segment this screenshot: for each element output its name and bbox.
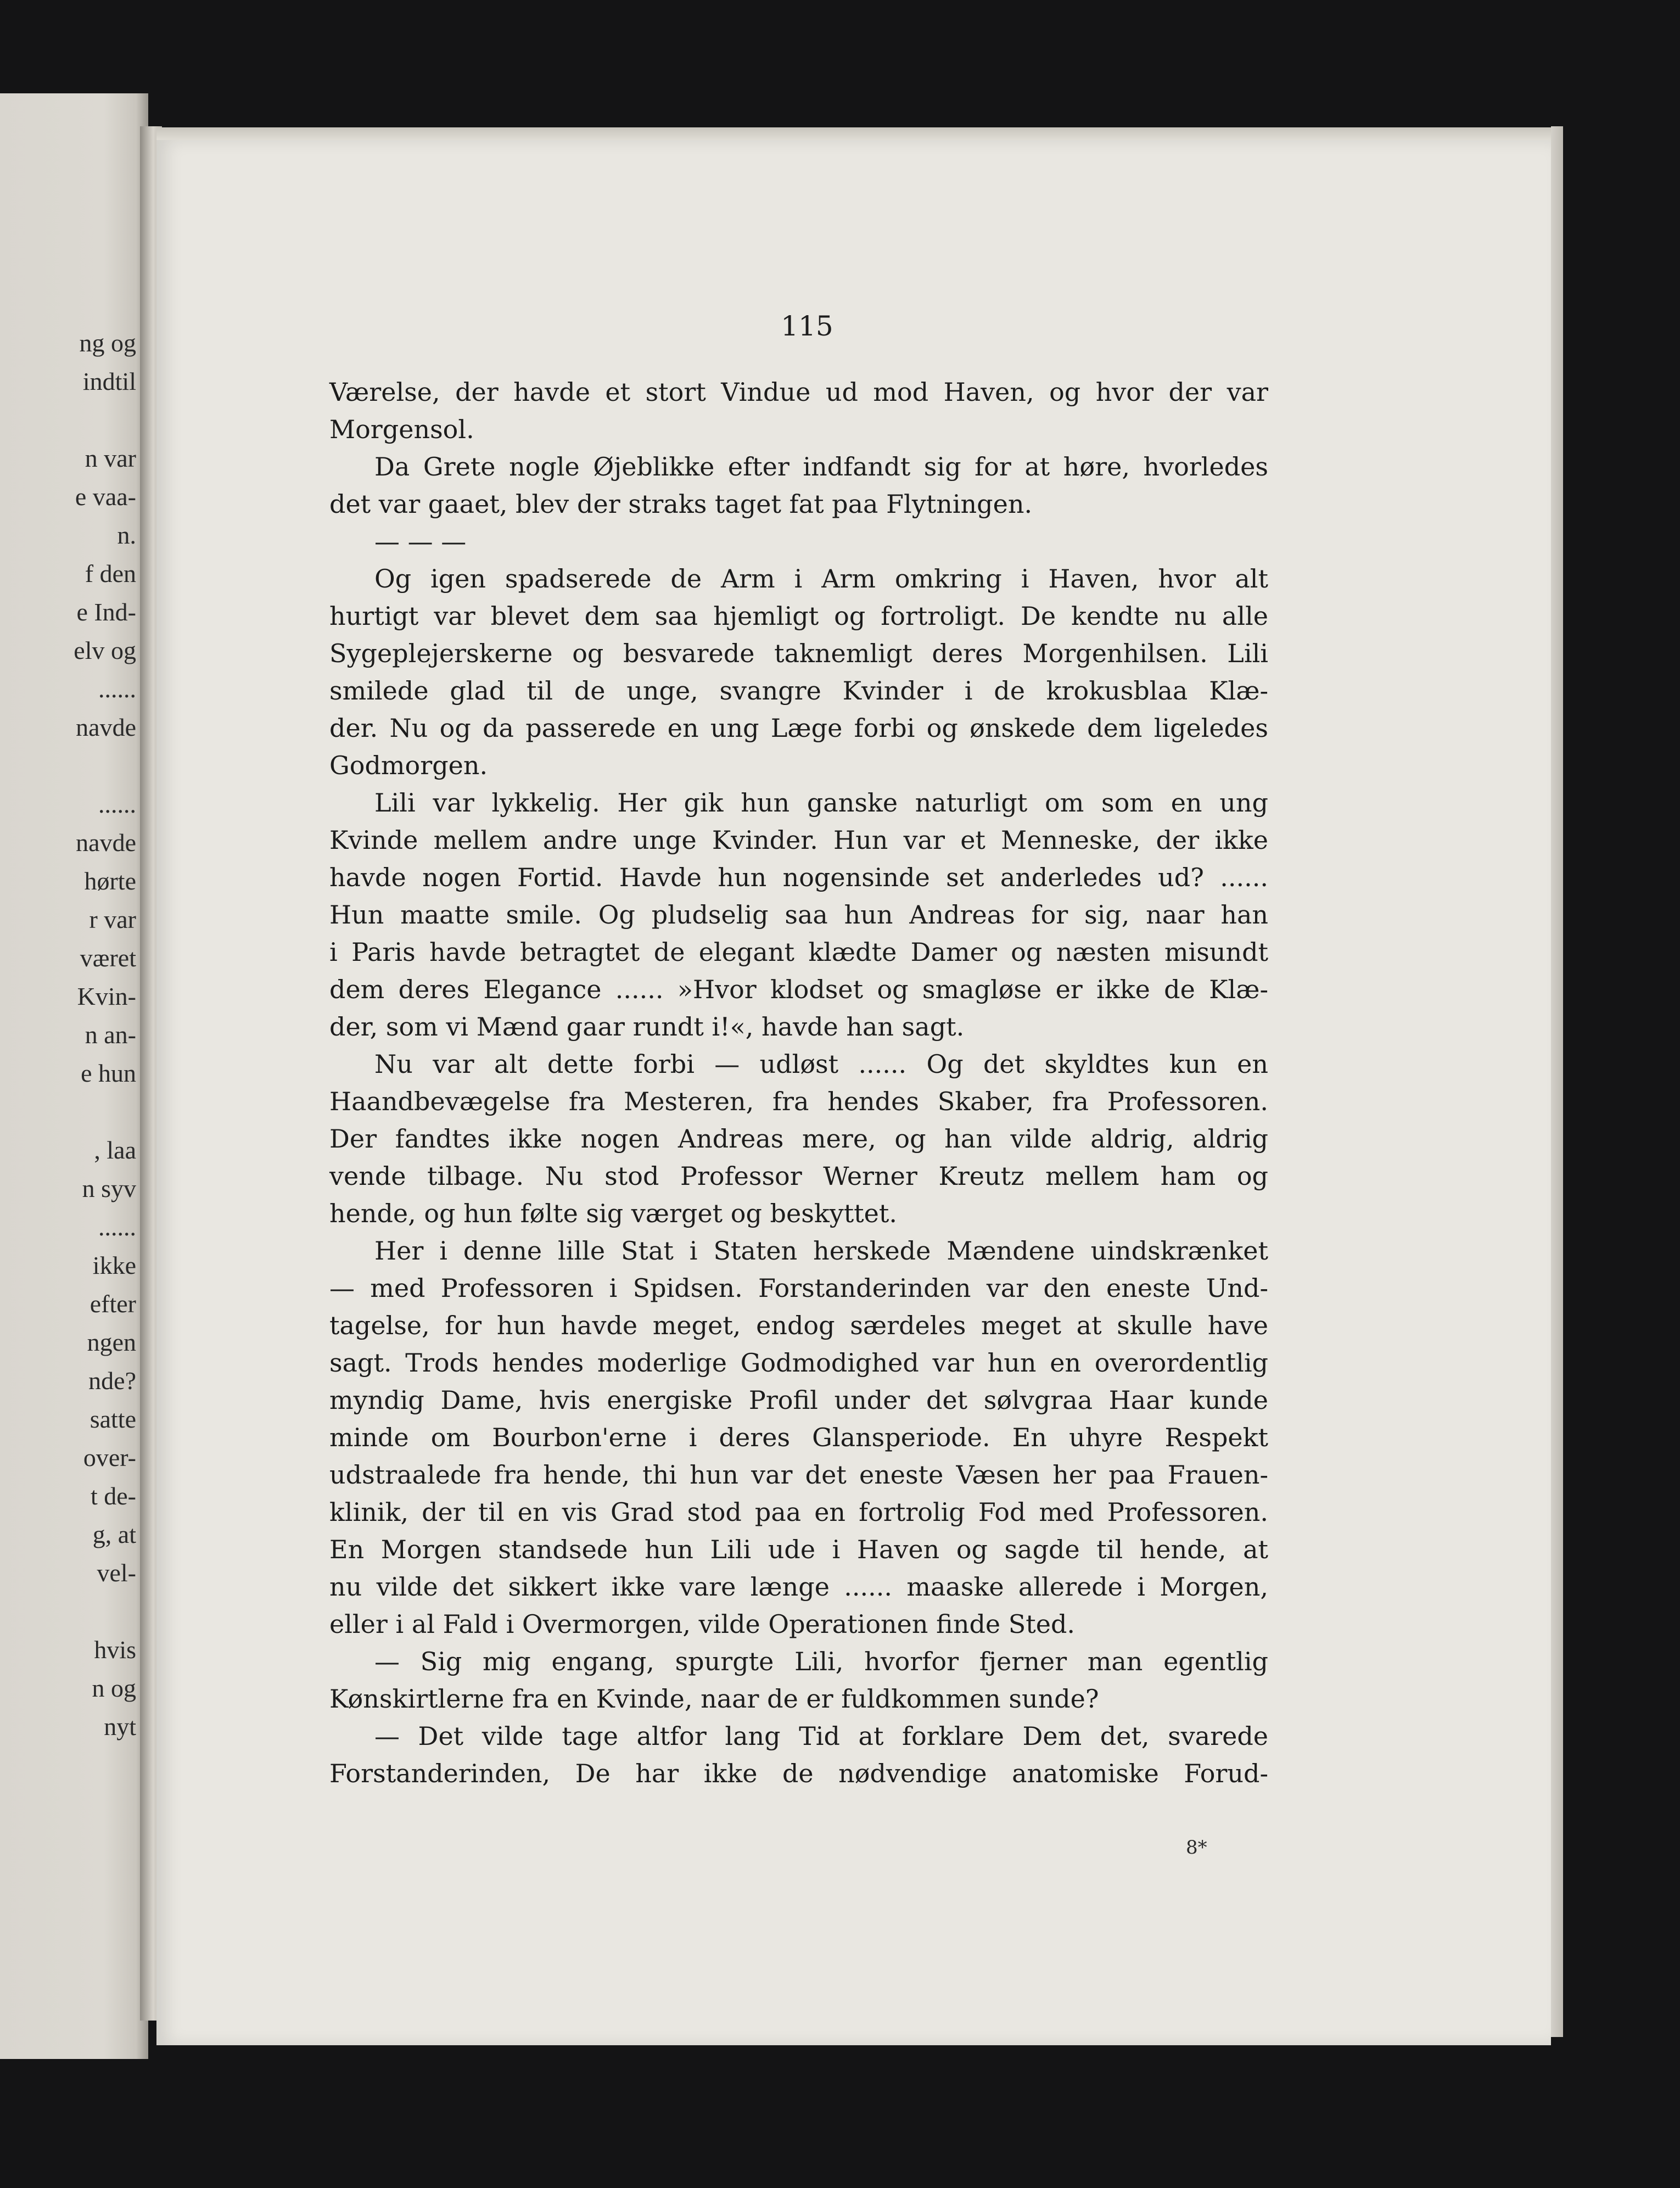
previous-page-line: efter <box>89 1290 136 1318</box>
previous-page-line: t de- <box>90 1482 136 1510</box>
text-line: smilede glad til de unge, svangre Kvinder i de krokusblaa Klæ- <box>329 676 1268 706</box>
text-line: myndig Dame, hvis energiske Profil under det sølvgraa Haar kunde <box>329 1385 1268 1415</box>
previous-page-line: g, at <box>92 1520 136 1548</box>
previous-page-line: ...... <box>98 675 136 703</box>
text-line: sagt. Trods hendes moderlige Godmodighed var hun en overordentlig <box>329 1348 1268 1378</box>
previous-page-line: e vaa- <box>75 483 136 511</box>
printer-signature-mark: 8* <box>1186 1837 1207 1859</box>
text-line: Og igen spadserede de Arm i Arm omkring i Haven, hvor alt <box>374 564 1268 594</box>
previous-page-line: , laa <box>94 1136 136 1164</box>
text-line: dem deres Elegance ...... »Hvor klodset og smagløse er ikke de Klæ- <box>329 975 1268 1004</box>
page-fore-edge <box>1551 126 1563 2037</box>
text-line: det var gaaet, blev der straks taget fat paa Flytningen. <box>329 489 1033 519</box>
page-number: 115 <box>781 310 833 342</box>
previous-page-line: ...... <box>98 790 136 818</box>
previous-page-line: n syv <box>82 1174 136 1202</box>
text-line: Hun maatte smile. Og pludselig saa hun Andreas for sig, naar han <box>329 900 1268 930</box>
previous-page-line: e hun <box>81 1059 136 1087</box>
text-line: Værelse, der havde et stort Vindue ud mod Haven, og hvor der var <box>329 377 1268 407</box>
text-line: hende, og hun følte sig værget og beskyttet. <box>329 1199 897 1228</box>
previous-page-line: været <box>80 944 136 972</box>
text-line: havde nogen Fortid. Havde hun nogensinde set anderledes ud? ...... <box>329 863 1268 892</box>
text-line: udstraalede fra hende, thi hun var det eneste Væsen her paa Frauen- <box>329 1460 1268 1490</box>
text-line: Godmorgen. <box>329 751 488 780</box>
previous-page-line: satte <box>89 1405 136 1433</box>
text-line: — Det vilde tage altfor lang Tid at forklare Dem det, svarede <box>374 1721 1268 1751</box>
previous-page-line: elv og <box>74 636 136 664</box>
previous-page-line: hørte <box>84 867 136 895</box>
previous-page-line: ng og <box>79 329 136 357</box>
previous-page-line: indtil <box>82 367 136 395</box>
previous-page-line: nyt <box>104 1713 136 1741</box>
text-line: Lili var lykkelig. Her gik hun ganske naturligt om som en ung <box>374 788 1268 818</box>
previous-page-line <box>4 1093 136 1131</box>
previous-page-text-fragments <box>4 324 136 1746</box>
previous-page-line: n an- <box>85 1021 136 1049</box>
previous-page-line: Kvin- <box>77 982 136 1010</box>
text-line: Da Grete nogle Øjeblikke efter indfandt sig for at høre, hvorledes <box>374 452 1268 482</box>
previous-page-line: n og <box>92 1674 136 1702</box>
text-line: Forstanderinden, De har ikke de nødvendige anatomiske Forud- <box>329 1759 1268 1788</box>
text-line: vende tilbage. Nu stod Professor Werner Kreutz mellem ham og <box>329 1161 1268 1191</box>
text-line: Der fandtes ikke nogen Andreas mere, og han vilde aldrig, aldrig <box>329 1124 1268 1154</box>
text-line: tagelse, for hun havde meget, endog særdeles meget at skulle have <box>329 1311 1268 1340</box>
text-line: klinik, der til en vis Grad stod paa en fortrolig Fod med Professoren. <box>329 1497 1268 1527</box>
previous-page-line: r var <box>89 905 136 933</box>
previous-page-line: navde <box>76 713 136 741</box>
previous-page-line: over- <box>83 1443 136 1471</box>
previous-page-line: ikke <box>92 1251 136 1279</box>
text-line: der, som vi Mænd gaar rundt i!«, havde han sagt. <box>329 1012 965 1042</box>
previous-page-line: navde <box>76 829 136 857</box>
previous-page-line: vel- <box>97 1559 136 1587</box>
text-line: eller i al Fald i Overmorgen, vilde Operationen finde Sted. <box>329 1609 1076 1639</box>
text-line: Nu var alt dette forbi — udløst ...... Og det skyldtes kun en <box>374 1049 1268 1079</box>
text-line: hurtigt var blevet dem saa hjemligt og fortroligt. De kendte nu alle <box>329 601 1268 631</box>
text-line: — Sig mig engang, spurgte Lili, hvorfor fjerner man egentlig <box>374 1647 1268 1676</box>
previous-page-line: ngen <box>87 1328 136 1356</box>
previous-page-line <box>4 1592 136 1631</box>
previous-page-line: f den <box>85 559 136 587</box>
previous-page-line: ...... <box>98 1213 136 1241</box>
text-line: Kvinde mellem andre unge Kvinder. Hun var et Menneske, der ikke <box>329 825 1268 855</box>
text-line: minde om Bourbon'erne i deres Glansperiode. En uhyre Respekt <box>329 1423 1268 1452</box>
text-line: En Morgen standsede hun Lili ude i Haven og sagde til hende, at <box>329 1535 1268 1564</box>
previous-page-line: e Ind- <box>76 598 136 626</box>
text-line: Sygeplejerskerne og besvarede taknemligt deres Morgenhilsen. Lili <box>329 639 1268 668</box>
previous-page-line <box>4 747 136 785</box>
text-line: i Paris havde betragtet de elegant klædte Damer og næsten misundt <box>329 937 1268 967</box>
previous-page <box>0 93 148 2059</box>
text-line: — med Professoren i Spidsen. Forstanderinden var den eneste Und- <box>329 1273 1268 1303</box>
text-line: Her i denne lille Stat i Staten herskede Mændene uindskrænket <box>374 1236 1268 1266</box>
previous-page-line: n var <box>85 444 136 472</box>
text-line: nu vilde det sikkert ikke vare længe ...... maaske allerede i Morgen, <box>329 1572 1268 1602</box>
page-body-text <box>329 373 1268 1792</box>
text-line: Kønskirtlerne fra en Kvinde, naar de er fuldkommen sunde? <box>329 1684 1099 1714</box>
text-line: Haandbevægelse fra Mesteren, fra hendes Skaber, fra Professoren. <box>329 1087 1268 1116</box>
previous-page-line: nde? <box>88 1367 136 1395</box>
text-line: der. Nu og da passerede en ung Læge forbi og ønskede dem ligeledes <box>329 713 1268 743</box>
section-divider: — — — <box>374 527 467 556</box>
previous-page-line <box>4 401 136 439</box>
previous-page-line: n. <box>117 521 136 549</box>
previous-page-line: hvis <box>94 1636 136 1664</box>
text-line: Morgensol. <box>329 415 474 444</box>
